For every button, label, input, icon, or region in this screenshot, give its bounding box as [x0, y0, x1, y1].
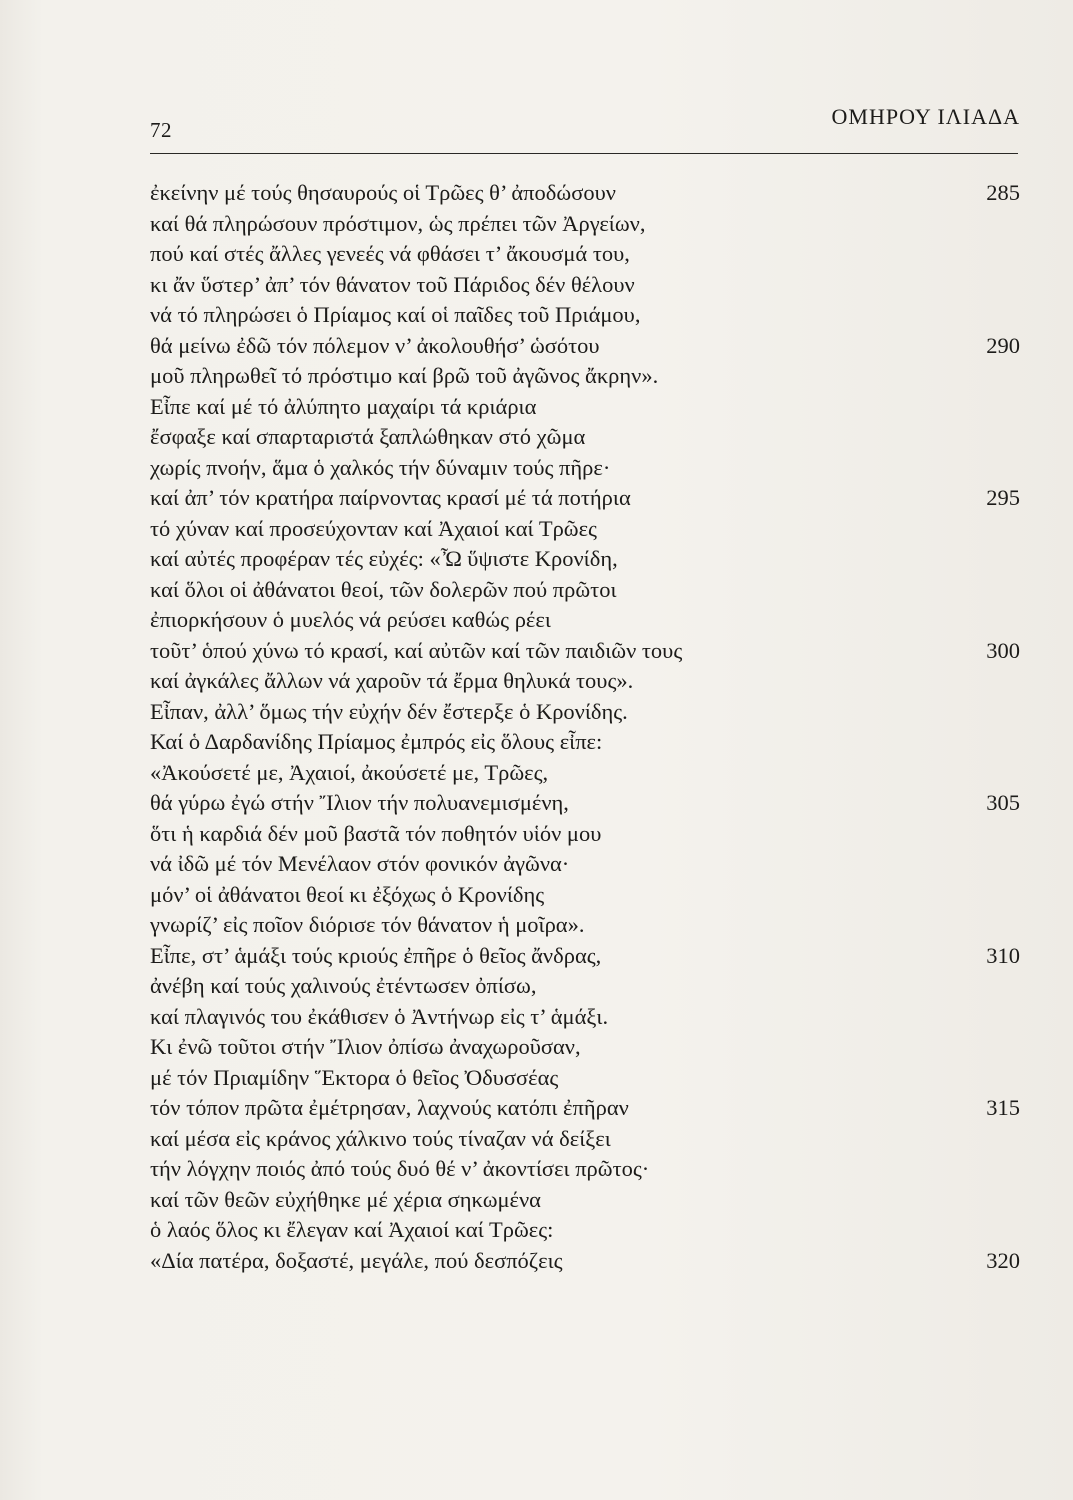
verse-line	[150, 849, 1020, 880]
verse-text: ὁ λαός ὅλος κι ἔλεγαν καί Ἀχαιοί καί Τρῶες:	[150, 1217, 554, 1242]
line-number: 290	[986, 332, 1020, 358]
verse-text: καί μέσα εἰς κράνος χάλκινο τούς τίναζαν νά δείξει	[150, 1125, 611, 1151]
verse-text: τό χύναν καί προσεύχονταν καί Ἀχαιοί καί Τρῶες	[150, 515, 597, 541]
verse-text: «Δία πατέρα, δοξαστέ, μεγάλε, πού δεσπόζεις	[150, 1247, 563, 1273]
verse-text: καί ἀγκάλες ἄλλων νά χαροῦν τά ἔρμα θηλυκά τους».	[150, 668, 634, 693]
verse-line	[150, 361, 1020, 392]
line-number: 295	[986, 485, 1020, 510]
verse-line	[150, 666, 1020, 697]
verse-text: ὅτι ἡ καρδιά δέν μοῦ βαστᾶ τόν ποθητόν υἱόν μου	[150, 820, 602, 846]
verse-line	[150, 758, 1020, 789]
verse-line	[150, 1032, 1020, 1063]
verse-line	[150, 1124, 1020, 1155]
verse-line	[150, 636, 1020, 667]
verse-text: «Ἀκούσετέ με, Ἀχαιοί, ἀκούσετέ με, Τρῶες,	[150, 759, 549, 785]
verse-line	[150, 605, 1020, 636]
verse-text: τόν τόπον πρῶτα ἐμέτρησαν, λαχνούς κατόπι ἐπῆραν	[150, 1095, 629, 1120]
line-number: 310	[986, 942, 1020, 968]
page-number: 72	[150, 118, 172, 142]
verse-line	[150, 178, 1020, 209]
verse-line	[150, 453, 1020, 484]
verse-text: νά ἰδῶ μέ τόν Μενέλαον στόν φονικόν ἀγῶνα·	[150, 851, 570, 876]
verse-block	[150, 178, 1020, 1276]
verse-text: μοῦ πληρωθεῖ τό πρόστιμο καί βρῶ τοῦ ἀγῶνος ἄκρην».	[150, 363, 659, 388]
verse-text: Εἶπε καί μέ τό ἀλύπητο μαχαίρι τά κριάρια	[150, 393, 537, 419]
verse-line	[150, 880, 1020, 911]
verse-text: γνωρίζ’ εἰς ποῖον διόρισε τόν θάνατον ἡ μοῖρα».	[150, 912, 585, 937]
verse-line	[150, 1093, 1020, 1124]
verse-text: καί τῶν θεῶν εὐχήθηκε μέ χέρια σηκωμένα	[150, 1186, 541, 1212]
verse-line	[150, 910, 1020, 941]
verse-line	[150, 1002, 1020, 1033]
verse-text: καί ὅλοι οἱ ἀθάνατοι θεοί, τῶν δολερῶν πού πρῶτοι	[150, 576, 617, 602]
verse-text: καί θά πληρώσουν πρόστιμον, ὡς πρέπει τῶν Ἀργείων,	[150, 210, 646, 236]
line-number: 320	[986, 1247, 1020, 1273]
verse-line	[150, 697, 1020, 728]
verse-line	[150, 575, 1020, 606]
verse-text: Εἶπε, στ’ ἁμάξι τούς κριούς ἐπῆρε ὁ θεῖος ἄνδρας,	[150, 942, 602, 968]
verse-line	[150, 1246, 1020, 1277]
verse-line	[150, 209, 1020, 240]
verse-line	[150, 1215, 1020, 1246]
verse-line	[150, 941, 1020, 972]
verse-text: μέ τόν Πριαμίδην Ἕκτορα ὁ θεῖος Ὀδυσσέας	[150, 1064, 559, 1090]
line-number: 315	[986, 1095, 1020, 1120]
header-rule	[150, 153, 1018, 154]
verse-text: χωρίς πνοήν, ἅμα ὁ χαλκός τήν δύναμιν τούς πῆρε·	[150, 454, 611, 480]
verse-text: ἐκείνην μέ τούς θησαυρούς οἱ Τρῶες θ’ ἀποδώσουν	[150, 180, 616, 205]
verse-text: θά γύρω ἐγώ στήν Ἴλιον τήν πολυανεμισμένη,	[150, 790, 569, 815]
verse-line	[150, 544, 1020, 575]
verse-text: θά μείνω ἐδῶ τόν πόλεμον ν’ ἀκολουθήσ’ ὡσότου	[150, 332, 600, 358]
verse-line	[150, 239, 1020, 270]
verse-line	[150, 483, 1020, 514]
verse-text: καί αὐτές προφέραν τές εὐχές: «Ὦ ὕψιστε Κρονίδη,	[150, 546, 618, 571]
verse-line	[150, 971, 1020, 1002]
verse-text: ἀνέβη καί τούς χαλινούς ἐτέντωσεν ὀπίσω,	[150, 973, 537, 998]
verse-line	[150, 514, 1020, 545]
verse-text: τήν λόγχην ποιός ἀπό τούς δυό θέ ν’ ἀκοντίσει πρῶτος·	[150, 1156, 650, 1181]
verse-line	[150, 331, 1020, 362]
verse-text: ἐπιορκήσουν ὁ μυελός νά ρεύσει καθώς ρέει	[150, 607, 551, 632]
verse-text: νά τό πληρώσει ὁ Πρίαμος καί οἱ παῖδες τοῦ Πριάμου,	[150, 302, 641, 327]
verse-text: Καί ὁ Δαρδανίδης Πρίαμος ἐμπρός εἰς ὅλους εἶπε:	[150, 729, 603, 754]
line-number: 300	[986, 637, 1020, 663]
running-title: ΟΜΗΡΟΥ ΙΛΙΑΔΑ	[831, 104, 1020, 129]
verse-line	[150, 422, 1020, 453]
verse-text: πού καί στές ἄλλες γενεές νά φθάσει τ’ ἄκουσμά του,	[150, 241, 630, 266]
verse-line	[150, 788, 1020, 819]
verse-text: καί ἀπ’ τόν κρατήρα παίρνοντας κρασί μέ τά ποτήρια	[150, 485, 631, 510]
verse-line	[150, 727, 1020, 758]
verse-text: καί πλαγινός του ἐκάθισεν ὁ Ἀντήνωρ εἰς τ’ ἁμάξι.	[150, 1003, 609, 1029]
verse-line	[150, 300, 1020, 331]
verse-line	[150, 1185, 1020, 1216]
verse-line	[150, 1154, 1020, 1185]
verse-text: ἔσφαξε καί σπαρταριστά ξαπλώθηκαν στό χῶμα	[150, 424, 586, 449]
verse-line	[150, 819, 1020, 850]
line-number: 305	[986, 790, 1020, 815]
verse-line	[150, 1063, 1020, 1094]
verse-text: μόν’ οἱ ἀθάνατοι θεοί κι ἐξόχως ὁ Κρονίδης	[150, 881, 545, 907]
line-number: 285	[986, 180, 1020, 205]
verse-text: Εἶπαν, ἀλλ’ ὅμως τήν εὐχήν δέν ἔστερξε ὁ Κρονίδης.	[150, 698, 628, 724]
verse-line	[150, 392, 1020, 423]
verse-line	[150, 270, 1020, 301]
page-header	[150, 100, 1020, 146]
verse-text: Κι ἐνῶ τοῦτοι στήν Ἴλιον ὀπίσω ἀναχωροῦσαν,	[150, 1034, 581, 1059]
verse-text: κι ἄν ὕστερ’ ἀπ’ τόν θάνατον τοῦ Πάριδος δέν θέλουν	[150, 271, 635, 297]
verse-text: τοῦτ’ ὁπού χύνω τό κρασί, καί αὐτῶν καί τῶν παιδιῶν τους	[150, 637, 683, 663]
